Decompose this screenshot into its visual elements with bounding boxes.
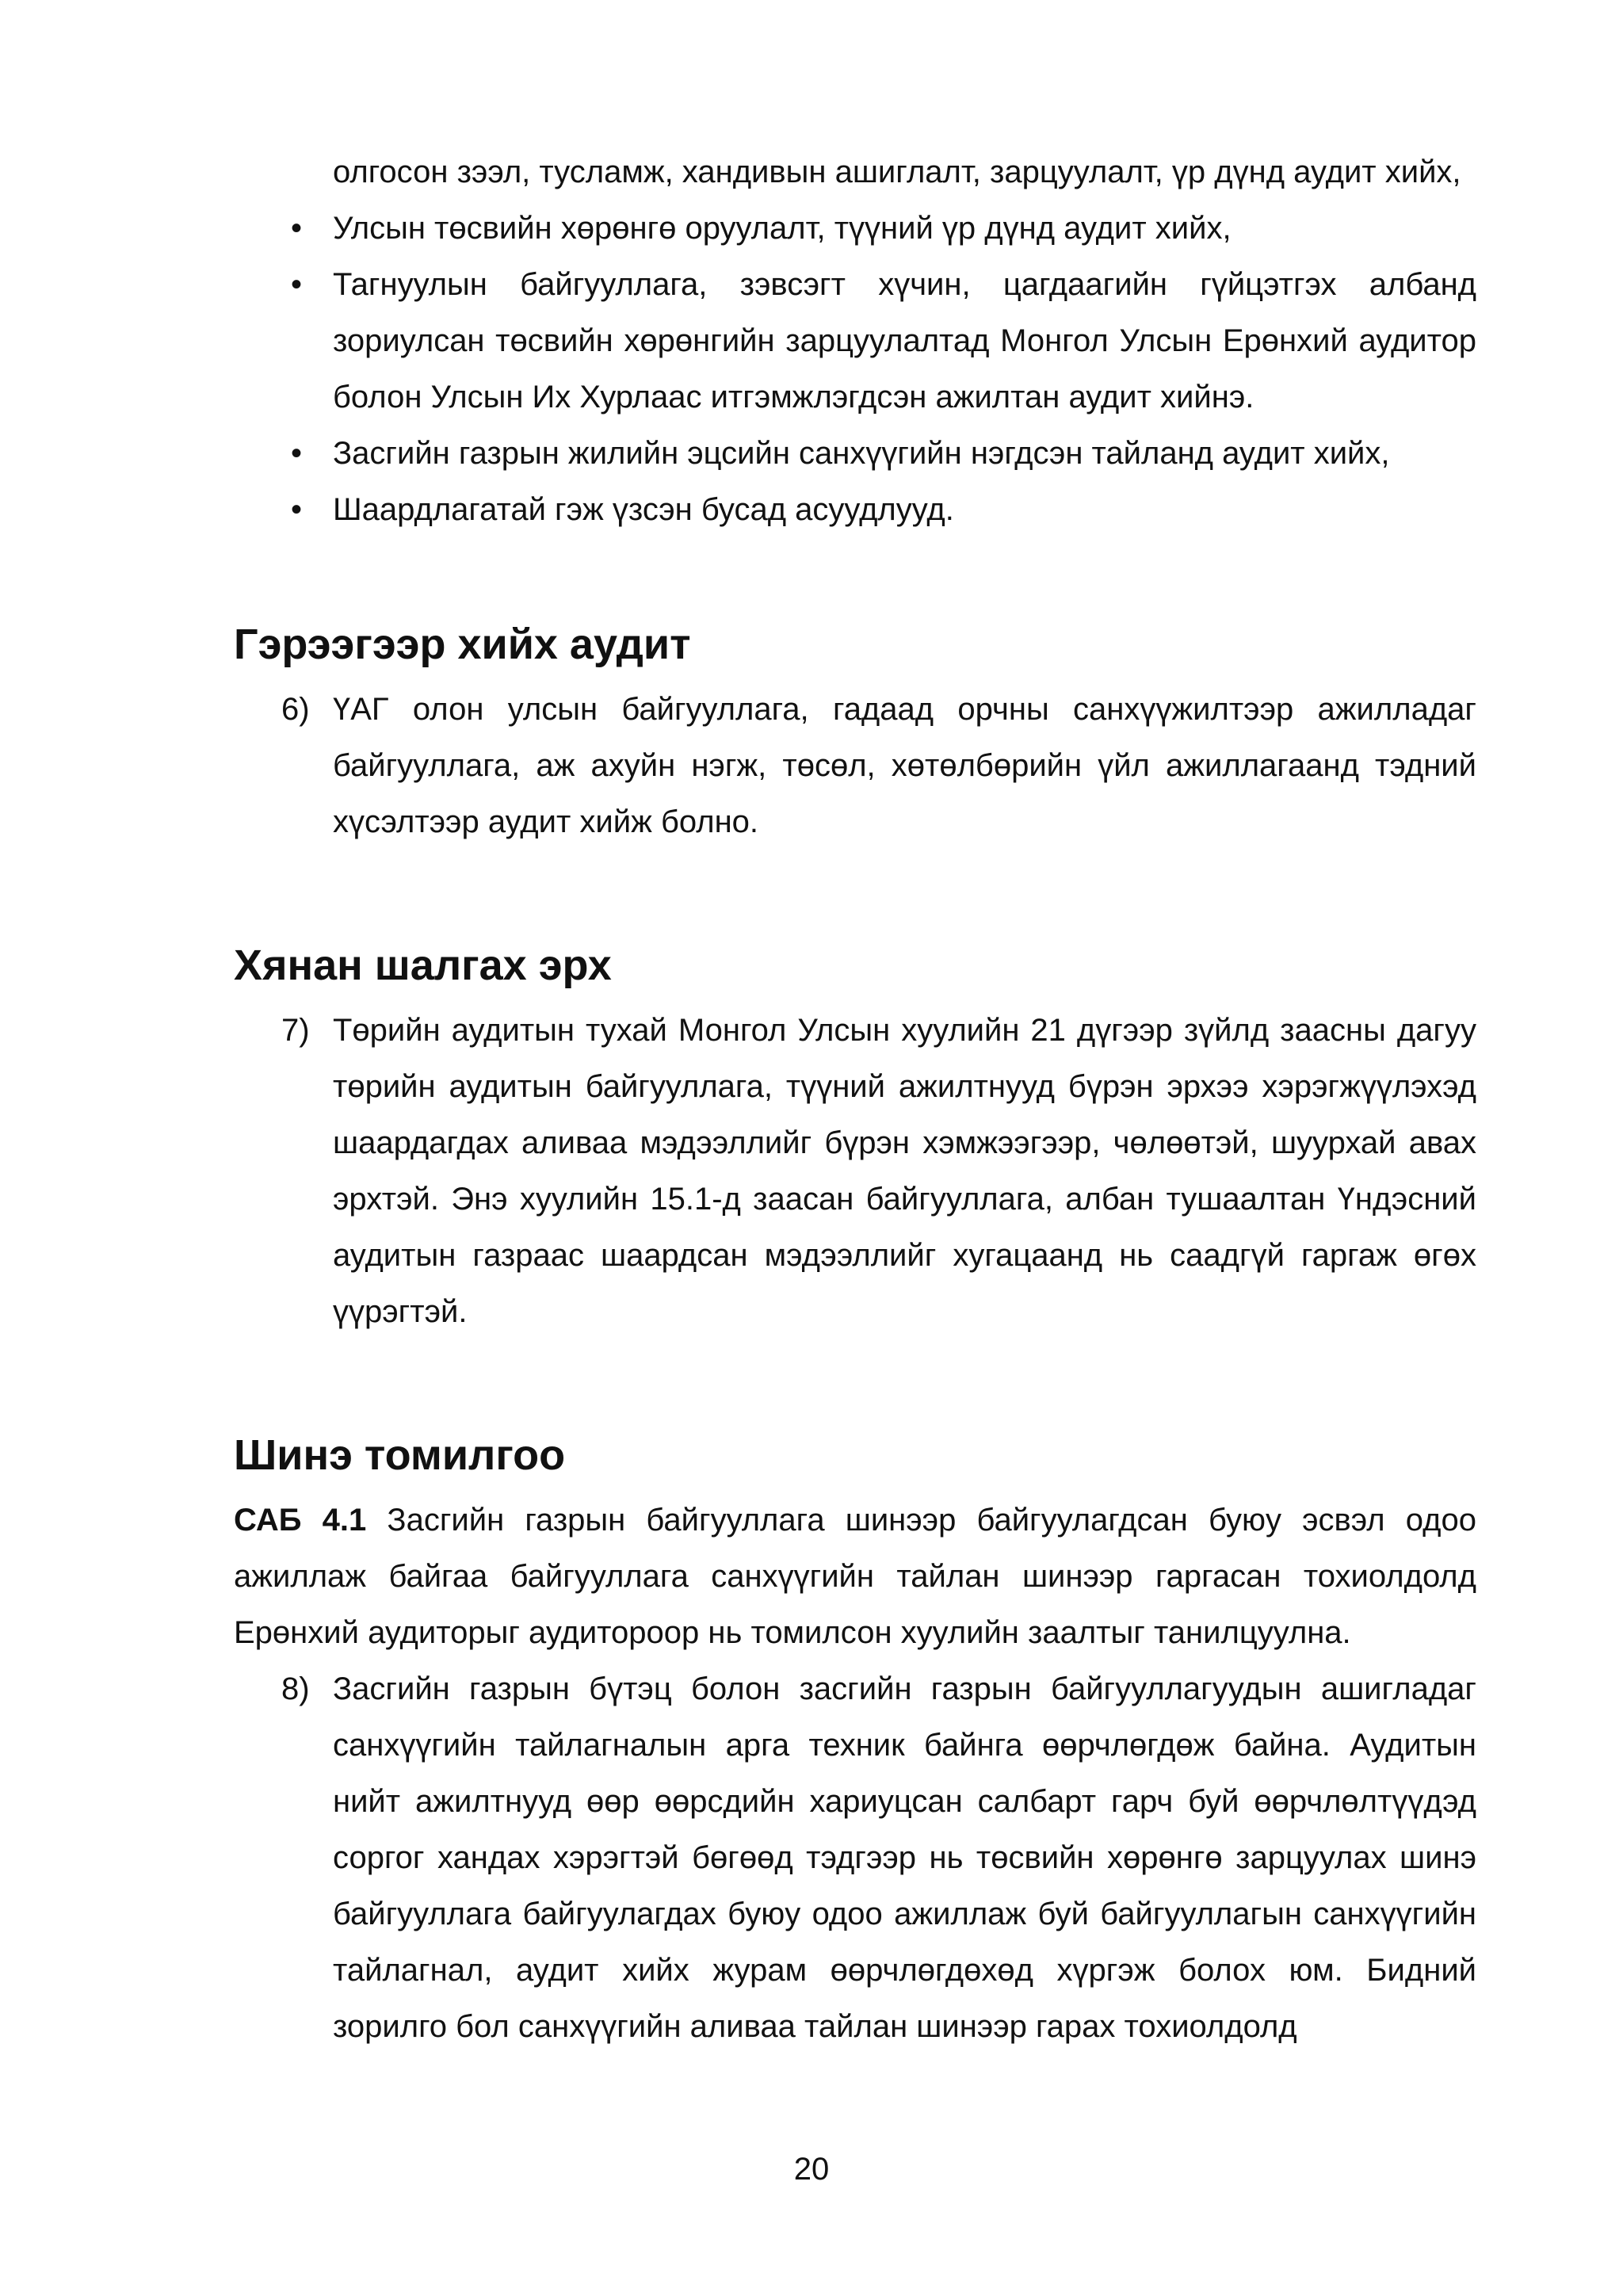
bullet-item	[234, 201, 1476, 257]
bullet-item-text: Засгийн газрын жилийн эцсийн санхүүгийн нэгдсэн тайланд аудит хийх,	[333, 436, 1390, 471]
bullet-item	[234, 482, 1476, 538]
standard-lead-paragraph	[234, 1492, 1476, 1661]
numbered-item-7	[234, 1003, 1476, 1340]
numbered-item-text: Засгийн газрын бүтэц болон засгийн газрын байгууллагуудын ашигладаг санхүүгийн тайлагналын арга техник байнга өөрчлөгдөж байна. Аудитын нийт ажилтнууд өөр өөрсдийн хариуцсан салбарт гарч буй өөрчлөлтүүдэд соргог хандах хэрэгтэй бөгөөд тэдгээр нь төсвийн хөрөнгө зарцуулах шинэ байгууллага байгуулагдах буюу одоо ажиллаж буй байгууллагын санхүүгийн тайлагнал, аудит хийх журам өөрчлөгдөхөд хүргэж болох юм. Бидний зорилго бол санхүүгийн аливаа тайлан шинээр гарах тохиолдолд	[333, 1671, 1476, 2044]
bullet-item-text: Шаардлагатай гэж үзсэн бусад асуудлууд.	[333, 492, 954, 527]
page-number: 20	[793, 2152, 830, 2187]
bullet-item	[234, 426, 1476, 482]
numbered-item-6	[234, 682, 1476, 850]
numbered-list-inspection	[234, 1003, 1476, 1340]
item-number: 8)	[281, 1671, 310, 1706]
bullet-icon: •	[290, 267, 302, 302]
page-body	[234, 144, 1476, 2055]
item-number: 7)	[281, 1013, 310, 1048]
bullet-icon: •	[290, 492, 302, 527]
section-heading-inspection-rights: Хянан шалгах эрх	[234, 942, 612, 989]
section-heading-contract-audit: Гэрээгээр хийх аудит	[234, 621, 691, 668]
numbered-list-contract	[234, 682, 1476, 850]
bullet-item-text: Тагнуулын байгууллага, зэвсэгт хүчин, цагдаагийн гүйцэтгэх албанд зориулсан төсвийн хөрөнгийн зарцуулалтад Монгол Улсын Ерөнхий аудитор болон Улсын Их Хурлаас итгэмжлэгдсэн ажилтан аудит хийнэ.	[333, 267, 1476, 415]
bullet-item-text: Улсын төсвийн хөрөнгө оруулалт, түүний үр дүнд аудит хийх,	[333, 211, 1232, 246]
bullet-item	[234, 257, 1476, 426]
numbered-item-text: Төрийн аудитын тухай Монгол Улсын хуулийн 21 дүгээр зүйлд заасны дагуу төрийн аудитын байгууллага, түүний ажилтнууд бүрэн эрхээ хэрэгжүүлэхэд шаардагдах аливаа мэдээллийг бүрэн хэмжээгээр, чөлөөтэй, шуурхай авах эрхтэй. Энэ хуулийн 15.1-д заасан байгууллага, албан тушаалтан Үндэсний аудитын газраас шаардсан мэдээллийг хугацаанд нь саадгүй гаргаж өгөх үүрэгтэй.	[333, 1013, 1476, 1329]
section-heading-new-appointment: Шинэ томилгоо	[234, 1431, 566, 1479]
numbered-item-8	[234, 1661, 1476, 2055]
standard-text: Засгийн газрын байгууллага шинээр байгуулагдсан буюу эсвэл одоо ажиллаж байгаа байгууллага санхүүгийн тайлан шинээр гаргасан тохиолдолд Ерөнхий аудиторыг аудитороор нь томилсон хуулийн заалтыг танилцуулна.	[234, 1503, 1476, 1650]
numbered-item-text: ҮАГ олон улсын байгууллага, гадаад орчны санхүүжилтээр ажилладаг байгууллага, аж ахуйн нэгж, төсөл, хөтөлбөрийн үйл ажиллагаанд тэдний хүсэлтээр аудит хийж болно.	[333, 692, 1476, 839]
bullet-icon: •	[290, 436, 302, 471]
bullet-icon: •	[290, 211, 302, 246]
item-number: 6)	[281, 692, 310, 727]
numbered-list-new-appointment	[234, 1661, 1476, 2055]
bullet-list	[234, 201, 1476, 538]
standard-label: САБ 4.1	[234, 1503, 367, 1538]
continued-bullet-text: олгосон зээл, тусламж, хандивын ашиглалт, зарцуулалт, үр дүнд аудит хийх,	[333, 155, 1461, 189]
